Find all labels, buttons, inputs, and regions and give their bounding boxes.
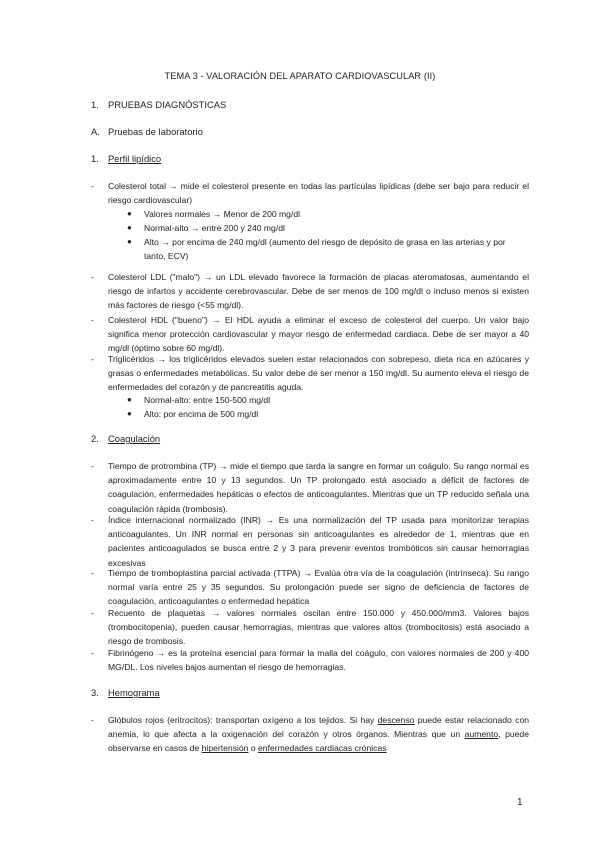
paragraph-ttpa: Tiempo de tromboplastina parcial activada (TTPA) → Evalúa otra vía de la coagulación (intrínseca). Su rango normal varía entre 25 y 35 segundos. Su prolongación puede ser signo de deficiencia de factores de coagulación, anticoagulantes o enfermedad hepática (108, 568, 529, 607)
list-item (127, 235, 529, 263)
topic-number: 3. (91, 687, 99, 698)
bullet-dot: ● (127, 409, 132, 418)
dash-bullet: - (91, 181, 94, 191)
list-item-text: Normal-alto: entre 150-500 mg/dl (144, 395, 271, 405)
text-fragment: , puede observarse en casos de (108, 729, 529, 754)
text-fragment: puede estar relacionado con anemia, lo que afecta a la oxigenación del corazón y otros órganos. Mientras que un (108, 715, 530, 740)
topic-heading-hemograma: Hemograma (108, 687, 160, 698)
paragraph-tp: Tiempo de protrombina (TP) → mide el tiempo que tarda la sangre en formar un coágulo. Su rango normal es aproximadamente entre 10 y 13 segundos. Un TP prolongado está asociado a déficit de factores de coagulación, enfermedades hepáticas o efectos de anticoagulantes. Mientras que un TP reducido señala una coagulación rápida (trombosis). (108, 461, 529, 514)
underlined-term: descenso (377, 715, 415, 725)
dash-bullet: - (91, 354, 94, 364)
topic-heading-perfil: Perfil lipídico (108, 153, 162, 164)
section-heading: PRUEBAS DIAGNÓSTICAS (108, 99, 227, 110)
list-item (127, 207, 529, 221)
topic-heading-coagulacion: Coagulación (108, 433, 161, 444)
dash-bullet: - (91, 568, 94, 578)
list-item (127, 221, 529, 235)
paragraph-colesterol-total: Colesterol total → mide el colesterol presente en todas las partículas lipídicas (debe ser bajo para reducir el riesgo cardiovascular) (108, 181, 529, 206)
list-item-text: Alto: por encima de 500 mg/dl (144, 409, 259, 419)
dash-bullet: - (91, 272, 94, 282)
document-title: TEMA 3 - VALORACIÓN DEL APARATO CARDIOVASCULAR (II) (164, 71, 436, 81)
paragraph-inr: Índice internacional normalizado (INR) → Es una normalización del TP usada para monitorizar terapias anticoagulantes. Un INR normal en personas sin anticoagulantes es alrededor de 1, mientras que en pacientes anticoagulados se busca entre 2 y 3 para prevenir eventos trombóticos sin causar hemorragias excesivas (108, 515, 529, 568)
text-fragment: o (248, 743, 259, 754)
paragraph-fibrinogeno: Fibrinógeno → es la proteína esencial para formar la malla del coágulo, con valores normales de 200 y 400 MG/DL. Los niveles bajos aumentan el riesgo de hemorragias. (108, 648, 529, 673)
paragraph-hdl: Colesterol HDL ("bueno") → El HDL ayuda a eliminar el exceso de colesterol del cuerpo. Un valor bajo significa menor protección cardiovascular y mayor riesgo de enfermedad cardiaca. Debe de ser mayor a 40 mg/dl (óptimo sobre 60 mg/dl). (108, 315, 529, 354)
list-item (127, 407, 529, 421)
topic-number: 2. (91, 433, 99, 444)
list-item-text: Valores normales → Menor de 200 mg/dl (144, 209, 301, 219)
dash-bullet: - (91, 515, 94, 525)
dash-bullet: - (91, 461, 94, 471)
list-item (127, 393, 529, 407)
list-item-text: Normal-alto → entre 200 y 240 mg/dl (144, 223, 285, 233)
bullet-dot: ● (127, 223, 132, 232)
list-item-text: Alto → por encima de 240 mg/dl (aumento del riesgo de depósito de grasa en las arterias y por tanto, ECV) (144, 237, 506, 262)
underlined-term: enfermedades cardiacas crónicas (258, 743, 387, 754)
dash-bullet: - (91, 315, 94, 325)
paragraph-trigliceridos: Triglicéridos → los triglicéridos elevados suelen estar relacionados con sobrepeso, dieta rica en azúcares y grasas o enfermedades metabólicas. Su valor debe de ser menor a 150 mg/dl. Su aumento eleva el riesgo de enfermedades del corazón y de pancreatitis aguda. (108, 354, 529, 393)
subsection-heading: Pruebas de laboratorio (108, 126, 203, 137)
paragraph-globulos-rojos (108, 713, 529, 756)
bullet-dot: ● (127, 395, 132, 404)
paragraph-ldl: Colesterol LDL ("malo") → un LDL elevado favorece la formación de placas ateromatosas, aumentando el riesgo de infartos y accidente cerebrovascular. Debe de ser menos de 100 mg/dl o incluso menos si existen más factores de riesgo (<55 mg/dl). (108, 272, 529, 311)
bullet-dot: ● (127, 209, 132, 218)
text-fragment: Glóbulos rojos (eritrocitos): transportan oxígeno a los tejidos. Si hay (108, 715, 378, 725)
bullet-dot: ● (127, 237, 132, 246)
paragraph-plaquetas: Recuento de plaquetas → valores normales oscilan entre 150.000 y 450.000/mm3. Valores bajos (trombocitopenia), pueden causar hemorragias, mientras que valores altos (trombocitosis) está asociado a riesgo de trombosis. (108, 608, 529, 647)
dash-bullet: - (91, 715, 94, 725)
underlined-term: hipertensión (201, 743, 249, 754)
topic-number: 1. (91, 153, 99, 164)
subsection-letter: A. (91, 126, 100, 137)
page-number: 1 (517, 797, 523, 808)
section-number: 1. (91, 99, 99, 110)
dash-bullet: - (91, 608, 94, 618)
underlined-term: aumento (464, 729, 499, 740)
dash-bullet: - (91, 648, 94, 658)
